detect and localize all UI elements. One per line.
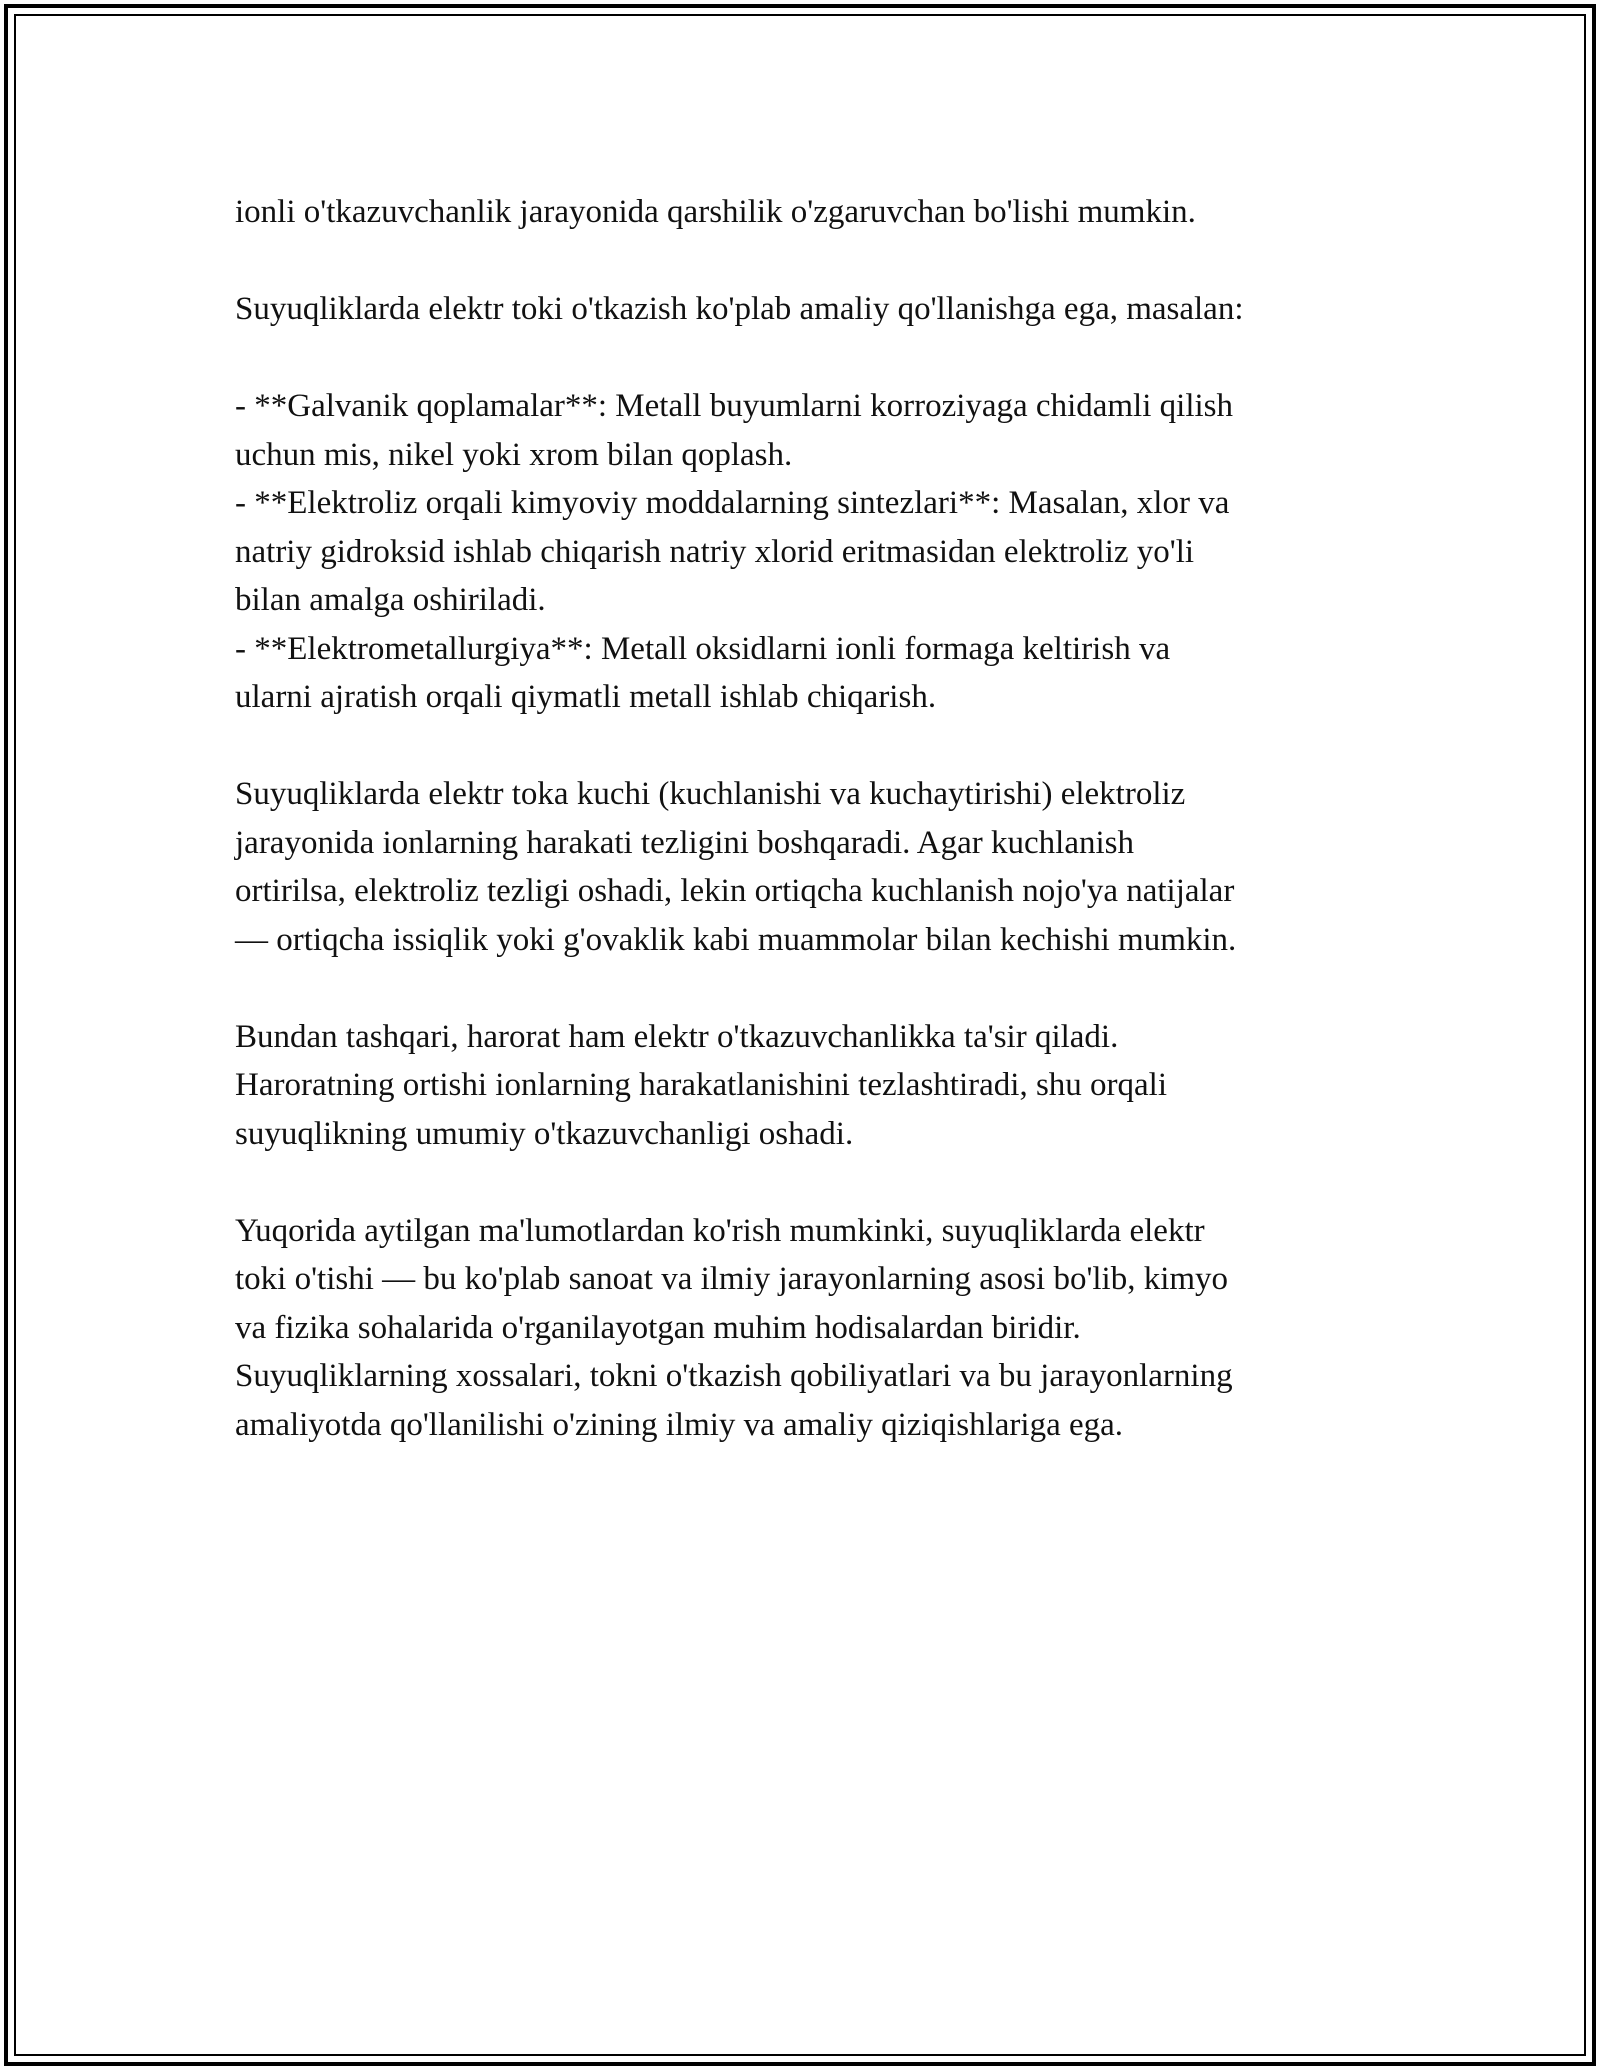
text-line: toki o'tishi — bu ko'plab sanoat va ilmiy jarayonlarning asosi bo'lib, kimyo <box>235 1261 1229 1297</box>
text-line: amaliyotda qo'llanilishi o'zining ilmiy va amaliy qiziqishlariga ega. <box>235 1406 1124 1443</box>
paragraph-applications-list <box>235 382 1365 722</box>
text-line: ionli o'tkazuvchanlik jarayonida qarshilik o'zgaruvchan bo'lishi mumkin. <box>235 194 1196 230</box>
text-line: Haroratning ortishi ionlarning harakatlanishini tezlashtiradi, shu orqali <box>235 1067 1168 1103</box>
document-body <box>235 188 1365 1498</box>
text-line: Suyuqliklarda elektr toki o'tkazish ko'plab amaliy qo'llanishga ega, masalan: <box>235 291 1244 327</box>
paragraph-conclusion <box>235 1207 1365 1450</box>
text-line: va fizika sohalarida o'rganilayotgan muhim hodisalardan biridir. <box>235 1309 1081 1346</box>
text-line: Suyuqliklarda elektr toka kuchi (kuchlanishi va kuchaytirishi) elektroliz <box>235 776 1186 812</box>
paragraph-temperature <box>235 1013 1365 1159</box>
text-line: Bundan tashqari, harorat ham elektr o'tkazuvchanlikka ta'sir qiladi. <box>235 1018 1119 1055</box>
text-line: jarayonida ionlarning harakati tezligini boshqaradi. Agar kuchlanish <box>235 824 1134 861</box>
text-line: Yuqorida aytilgan ma'lumotlardan ko'rish mumkinki, suyuqliklarda elektr <box>235 1212 1205 1249</box>
text-line: natriy gidroksid ishlab chiqarish natriy xlorid eritmasidan elektroliz yo'li <box>235 533 1195 570</box>
text-line: Suyuqliklarning xossalari, tokni o'tkazish qobiliyatlari va bu jarayonlarning <box>235 1358 1233 1394</box>
list-item-galvanic-line: - **Galvanik qoplamalar**: Metall buyumlarni korroziyaga chidamli qilish <box>235 388 1233 424</box>
text-line: ortirilsa, elektroliz tezligi oshadi, lekin ortiqcha kuchlanish nojo'ya natijalar <box>235 873 1235 909</box>
list-item-electrometallurgy-line: - **Elektrometallurgiya**: Metall oksidlarni ionli formaga keltirish va <box>235 630 1171 667</box>
text-line: — ortiqcha issiqlik yoki g'ovaklik kabi muammolar bilan kechishi mumkin. <box>235 921 1237 958</box>
paragraph-resistance-note <box>235 188 1365 237</box>
paragraph-applications-intro <box>235 285 1365 334</box>
list-item-electrolysis-line: - **Elektroliz orqali kimyoviy moddalarning sintezlari**: Masalan, xlor va <box>235 485 1230 521</box>
text-line: uchun mis, nikel yoki xrom bilan qoplash. <box>235 436 793 473</box>
text-line: suyuqlikning umumiy o'tkazuvchanligi oshadi. <box>235 1115 854 1152</box>
text-line: ularni ajratish orqali qiymatli metall ishlab chiqarish. <box>235 679 937 715</box>
text-line: bilan amalga oshiriladi. <box>235 582 546 618</box>
paragraph-voltage <box>235 770 1365 964</box>
